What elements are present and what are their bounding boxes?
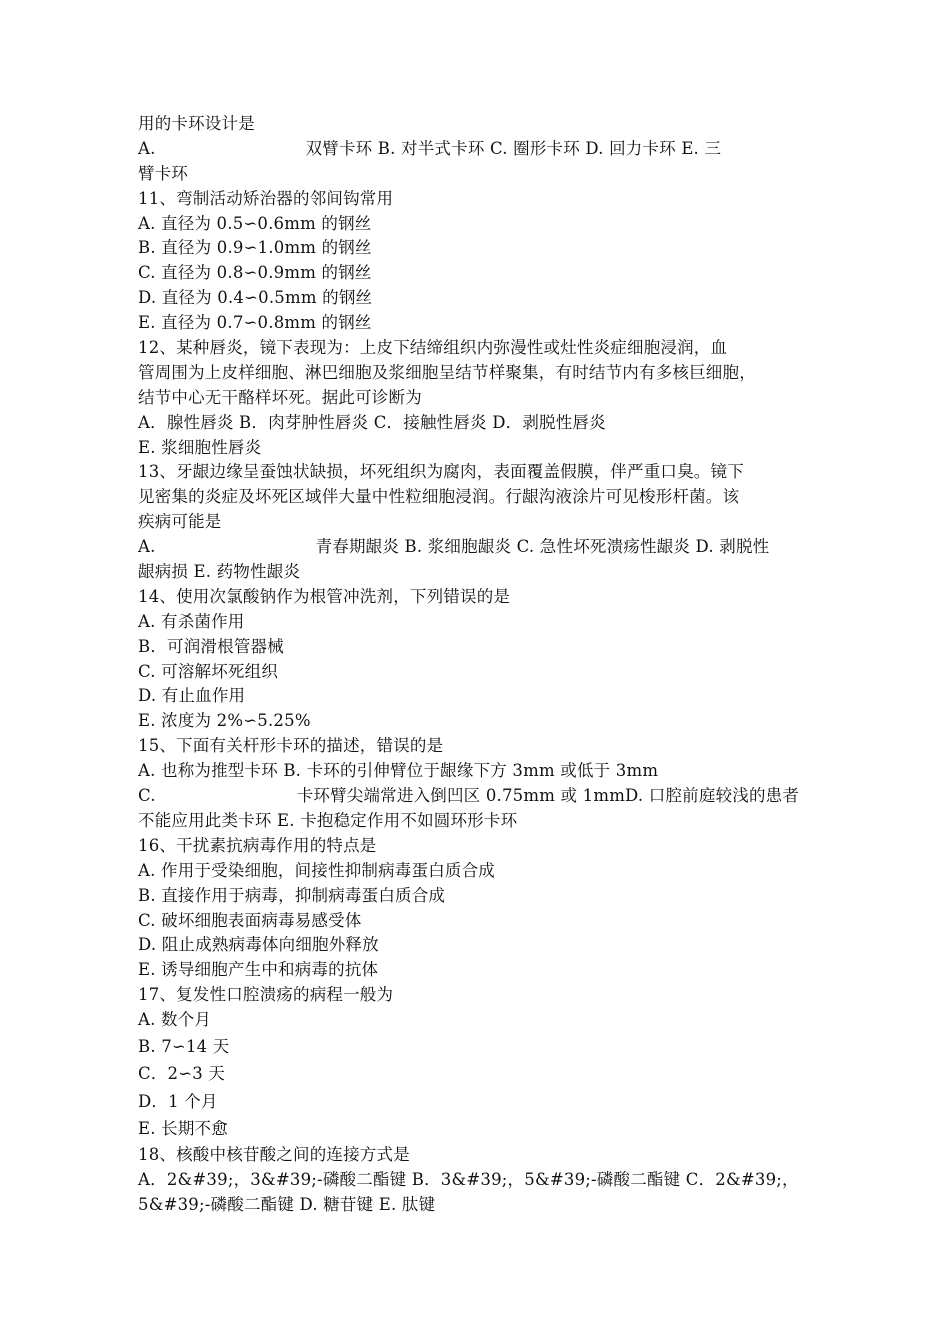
question-title: 11、弯制活动矫治器的邻间钩常用 [138,188,394,208]
question-title: 14、使用次氯酸钠作为根管冲洗剂，下列错误的是 [138,586,511,606]
option-line: C．2∽3 天 [138,1064,226,1084]
option-line: E. 浓度为 2%∽5.25% [138,711,311,731]
question-title: 15、下面有关杆形卡环的描述，错误的是 [138,736,444,756]
option-line: B. 7∽14 天 [138,1036,230,1056]
option-text: 双臂卡环 B. 对半式卡环 C. 圈形卡环 D. 回力卡环 E. 三 [305,138,722,158]
option-line: A. 也称为推型卡环 B. 卡环的引伸臂位于龈缘下方 3mm 或低于 3mm [138,761,659,781]
option-line: B. 直接作用于病毒，抑制病毒蛋白质合成 [138,885,446,905]
option-prefix: A. [138,537,156,557]
option-prefix: A. [138,138,156,158]
option-line: C. 破坏细胞表面病毒易感受体 [138,910,362,930]
text-line: 结节中心无干酪样坏死。据此可诊断为 [138,387,422,407]
text-line: 不能应用此类卡环 E. 卡抱稳定作用不如圆环形卡环 [138,810,518,830]
option-line: B．可润滑根管器械 [138,636,284,656]
text-line [138,784,838,809]
question-title: 17、复发性口腔溃疡的病程一般为 [138,985,394,1005]
text-line: 管周围为上皮样细胞、淋巴细胞及浆细胞呈结节样聚集，有时结节内有多核巨细胞， [138,362,756,382]
question-title: 13、牙龈边缘呈蚕蚀状缺损，坏死组织为腐肉，表面覆盖假膜，伴严重口臭。镜下 [138,462,744,482]
text-line: 疾病可能是 [138,512,222,532]
option-line: 5&#39;-磷酸二酯键 D. 糖苷键 E. 肽键 [138,1194,436,1214]
question-title: 18、核酸中核苷酸之间的连接方式是 [138,1144,410,1164]
option-line: D. 直径为 0.4∽0.5mm 的钢丝 [138,288,373,308]
option-line: B. 直径为 0.9∽1.0mm 的钢丝 [138,238,372,258]
text-line [138,137,838,162]
text-line: 臂卡环 [138,163,189,183]
option-line: E. 直径为 0.7∽0.8mm 的钢丝 [138,313,372,333]
option-line: D．1 个月 [138,1091,218,1111]
text-line: 见密集的炎症及坏死区域伴大量中性粒细胞浸润。行龈沟液涂片可见梭形杆菌。该 [138,487,740,507]
option-line: D. 有止血作用 [138,686,246,706]
option-line: A. 数个月 [138,1010,212,1030]
question-title: 12、某种唇炎，镜下表现为：上皮下结缔组织内弥漫性或灶性炎症细胞浸润，血 [138,338,728,358]
option-line: A. 直径为 0.5∽0.6mm 的钢丝 [138,213,372,233]
option-line: E. 浆细胞性唇炎 [138,437,262,457]
option-line: A. 作用于受染细胞，间接性抑制病毒蛋白质合成 [138,860,496,880]
text-line: 龈病损 E. 药物性龈炎 [138,562,301,582]
option-line: A．腺性唇炎 B．肉芽肿性唇炎 C．接触性唇炎 D．剥脱性唇炎 [138,412,606,432]
question-title: 16、干扰素抗病毒作用的特点是 [138,835,377,855]
option-line: A. 有杀菌作用 [138,611,245,631]
text-line [138,535,838,560]
option-text: 卡环臂尖端常进入倒凹区 0.75mm 或 1mmD. 口腔前庭较浅的患者 [296,786,800,806]
option-line: C. 直径为 0.8∽0.9mm 的钢丝 [138,263,372,283]
text-line: 用的卡环设计是 [138,114,255,133]
option-line: D. 阻止成熟病毒体向细胞外释放 [138,935,379,955]
option-prefix: C. [138,786,156,806]
option-line: C. 可溶解坏死组织 [138,661,279,681]
document-page [138,112,838,1218]
option-line: E. 长期不愈 [138,1119,228,1139]
option-text: 青春期龈炎 B. 浆细胞龈炎 C. 急性坏死溃疡性龈炎 D. 剥脱性 [315,537,770,557]
option-line: E. 诱导细胞产生中和病毒的抗体 [138,960,379,980]
option-line: A．2&#39;，3&#39;-磷酸二酯键 B．3&#39;，5&#39;-磷酸二酯键 C．2&#39;， [138,1169,799,1189]
